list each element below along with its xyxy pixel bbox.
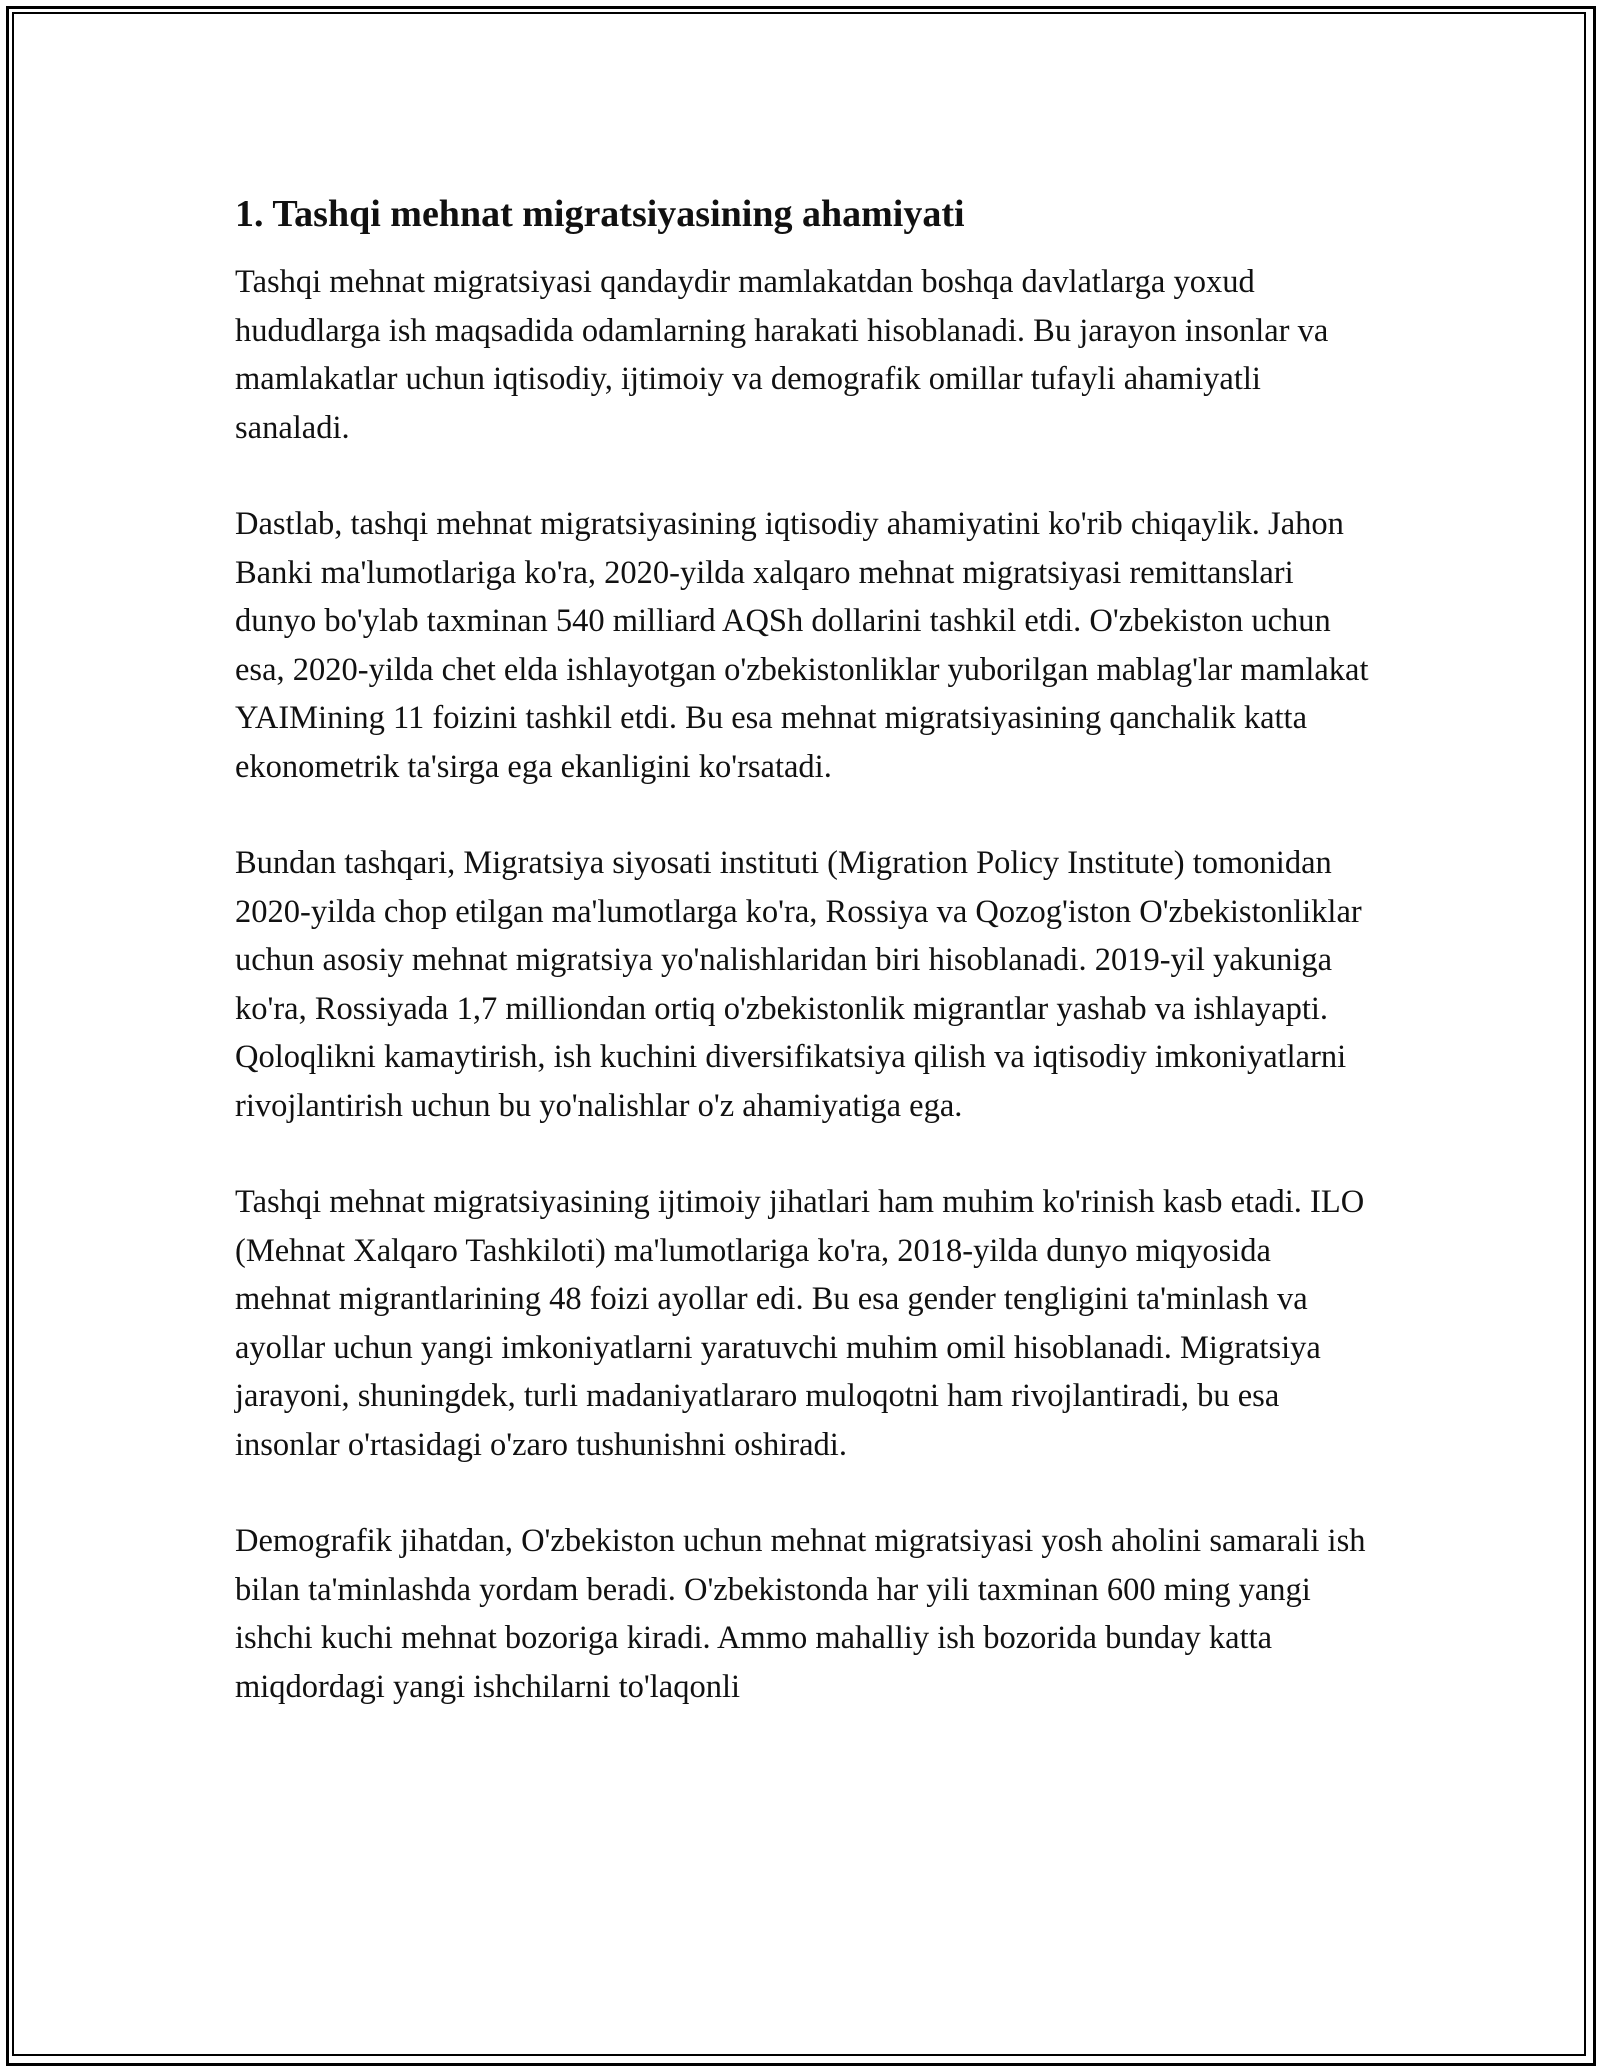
document-body	[235, 180, 1370, 1759]
paragraph-migration-policy: Bundan tashqari, Migratsiya siyosati instituti (Migration Policy Institute) tomonidan 2020-yilda chop etilgan ma'lumotlarga ko'ra, Rossiya va Qozog'iston O'zbekistonliklar uchun asosiy mehnat migratsiya yo'nalishlaridan biri hisoblanadi. 2019-yil yakuniga ko'ra, Rossiyada 1,7 milliondan ortiq o'zbekistonlik migrantlar yashab va ishlayapti. Qoloqlikni kamaytirish, ish kuchini diversifikatsiya qilish va iqtisodiy imkoniyatlarni rivojlantirish uchun bu yo'nalishlar o'z ahamiyatiga ega.	[235, 845, 1362, 1124]
paragraph-economic: Dastlab, tashqi mehnat migratsiyasining iqtisodiy ahamiyatini ko'rib chiqaylik. Jahon Banki ma'lumotlariga ko'ra, 2020-yilda xalqaro mehnat migratsiyasi remittanslari dunyo bo'ylab taxminan 540 milliard AQSh dollarini tashkil etdi. O'zbekiston uchun esa, 2020-yilda chet elda ishlayotgan o'zbekistonliklar yuborilgan mablag'lar mamlakat YAIMining 11 foizini tashkil etdi. Bu esa mehnat migratsiyasining qanchalik katta ekonometrik ta'sirga ega ekanligini ko'rsatadi.	[235, 506, 1369, 785]
paragraph-intro: Tashqi mehnat migratsiyasi qandaydir mamlakatdan boshqa davlatlarga yoxud hududlarga ish maqsadida odamlarning harakati hisoblanadi. Bu jarayon insonlar va mamlakatlar uchun iqtisodiy, ijtimoiy va demografik omillar tufayli ahamiyatli sanaladi.	[235, 264, 1329, 446]
paragraph-demographic: Demografik jihatdan, O'zbekiston uchun mehnat migratsiyasi yosh aholini samarali ish bilan ta'minlashda yordam beradi. O'zbekistonda har yili taxminan 600 ming yangi ishchi kuchi mehnat bozoriga kiradi. Ammo mahalliy ish bozorida bunday katta miqdordagi yangi ishchilarni to'laqonli	[235, 1523, 1366, 1705]
paragraph-social: Tashqi mehnat migratsiyasining ijtimoiy jihatlari ham muhim ko'rinish kasb etadi. ILO (Mehnat Xalqaro Tashkiloti) ma'lumotlariga ko'ra, 2018-yilda dunyo miqyosida mehnat migrantlarining 48 foizi ayollar edi. Bu esa gender tengligini ta'minlash va ayollar uchun yangi imkoniyatlarni yaratuvchi muhim omil hisoblanadi. Migratsiya jarayoni, shuningdek, turli madaniyatlararo muloqotni ham rivojlantiradi, bu esa insonlar o'rtasidagi o'zaro tushunishni oshiradi.	[235, 1184, 1365, 1463]
section-heading: 1. Tashqi mehnat migratsiyasining ahamiyati	[235, 193, 965, 235]
